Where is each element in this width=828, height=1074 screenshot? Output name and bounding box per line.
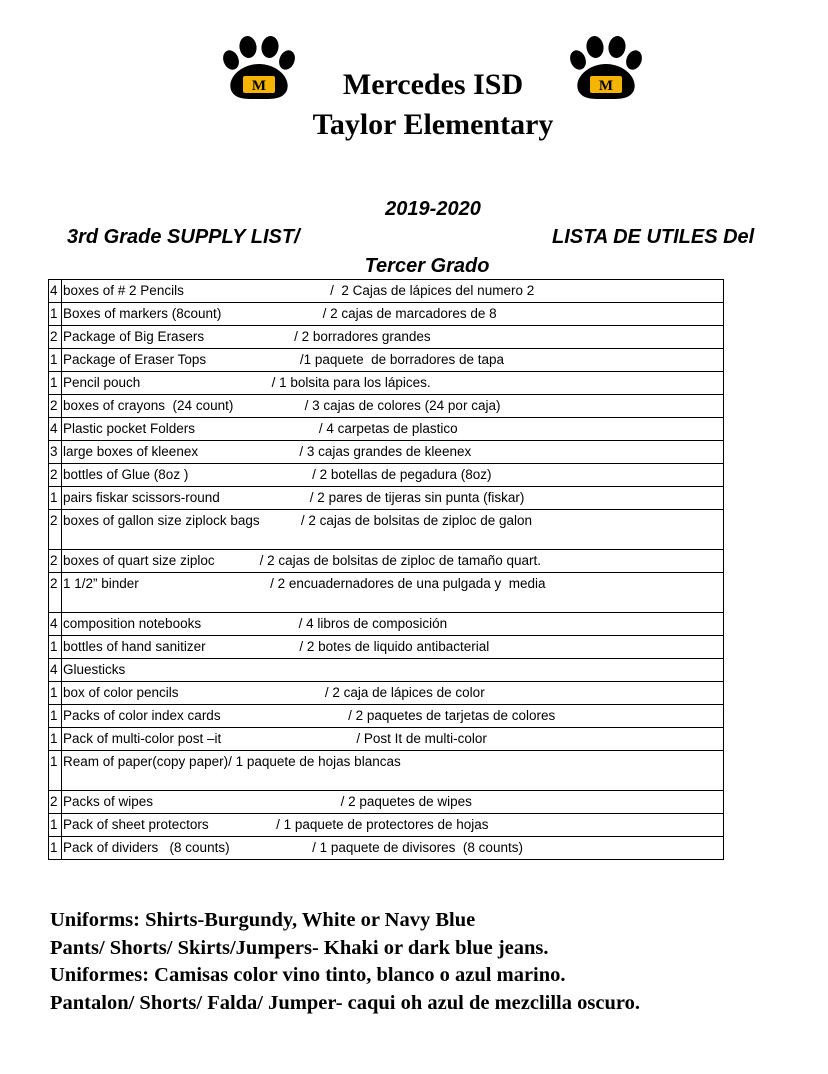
- table-row: [49, 791, 724, 814]
- table-row: [49, 326, 724, 349]
- table-row: [49, 372, 724, 395]
- table-row: [49, 441, 724, 464]
- logo-letter: M: [251, 78, 267, 94]
- table-row: [49, 280, 724, 303]
- uniform-policy: [50, 907, 640, 1017]
- item-description: Gluesticks: [62, 659, 724, 682]
- table-row: [49, 550, 724, 573]
- table-row: [49, 464, 724, 487]
- table-row: [49, 613, 724, 636]
- item-description: boxes of quart size ziploc / 2 cajas de bolsitas de ziploc de tamaño quart.: [62, 550, 724, 573]
- item-quantity: 1: [49, 682, 62, 705]
- item-description: Packs of wipes / 2 paquetes de wipes: [62, 791, 724, 814]
- table-row: [49, 837, 724, 860]
- item-quantity: 2: [49, 395, 62, 418]
- item-description: Boxes of markers (8count) / 2 cajas de marcadores de 8: [62, 303, 724, 326]
- uniform-line: Uniforms: Shirts-Burgundy, White or Navy Blue: [50, 909, 476, 931]
- table-row: [49, 418, 724, 441]
- item-quantity: 1: [49, 636, 62, 659]
- item-description: Package of Big Erasers / 2 borradores grandes: [62, 326, 724, 349]
- item-quantity: 1: [49, 837, 62, 860]
- supply-list-heading-spanish-cont: Tercer Grado: [364, 255, 490, 277]
- table-row: [49, 303, 724, 326]
- table-row: [49, 682, 724, 705]
- supply-list-heading-spanish: LISTA DE UTILES Del: [552, 226, 755, 248]
- item-description: Ream of paper(copy paper)/ 1 paquete de hojas blancas: [62, 751, 724, 791]
- supply-list-heading-english: 3rd Grade SUPPLY LIST/: [67, 226, 300, 248]
- uniform-line: Pantalon/ Shorts/ Falda/ Jumper- caqui oh azul de mezclilla oscuro.: [50, 991, 640, 1014]
- item-quantity: 2: [49, 326, 62, 349]
- table-row: [49, 510, 724, 550]
- table-row: [49, 349, 724, 372]
- item-quantity: 1: [49, 372, 62, 395]
- item-description: bottles of hand sanitizer / 2 botes de liquido antibacterial: [62, 636, 724, 659]
- item-description: Pencil pouch / 1 bolsita para los lápices.: [62, 372, 724, 395]
- item-quantity: 1: [49, 751, 62, 791]
- item-quantity: 4: [49, 613, 62, 636]
- logo-letter: M: [598, 78, 614, 94]
- item-quantity: 1: [49, 349, 62, 372]
- item-description: boxes of crayons (24 count) / 3 cajas de colores (24 por caja): [62, 395, 724, 418]
- supply-list-table: [48, 279, 724, 860]
- item-description: pairs fiskar scissors-round / 2 pares de tijeras sin punta (fiskar): [62, 487, 724, 510]
- table-row: [49, 659, 724, 682]
- item-quantity: 4: [49, 418, 62, 441]
- table-row: [49, 705, 724, 728]
- item-description: Package of Eraser Tops /1 paquete de borradores de tapa: [62, 349, 724, 372]
- item-quantity: 1: [49, 705, 62, 728]
- item-quantity: 4: [49, 659, 62, 682]
- item-quantity: 2: [49, 573, 62, 613]
- item-description: Packs of color index cards / 2 paquetes de tarjetas de colores: [62, 705, 724, 728]
- item-description: Pack of sheet protectors / 1 paquete de protectores de hojas: [62, 814, 724, 837]
- uniform-line: Uniformes: Camisas color vino tinto, blanco o azul marino.: [50, 964, 566, 986]
- school-title: Taylor Elementary: [312, 108, 554, 141]
- table-row: [49, 636, 724, 659]
- district-title: Mercedes ISD: [342, 68, 524, 101]
- table-row: [49, 573, 724, 613]
- item-description: Pack of dividers (8 counts) / 1 paquete de divisores (8 counts): [62, 837, 724, 860]
- item-quantity: 1: [49, 814, 62, 837]
- item-description: Plastic pocket Folders / 4 carpetas de plastico: [62, 418, 724, 441]
- table-row: [49, 728, 724, 751]
- item-description: Pack of multi-color post –it / Post It de multi-color: [62, 728, 724, 751]
- item-quantity: 1: [49, 728, 62, 751]
- item-description: boxes of gallon size ziplock bags / 2 cajas de bolsitas de ziploc de galon: [62, 510, 724, 550]
- item-quantity: 2: [49, 550, 62, 573]
- table-row: [49, 814, 724, 837]
- item-description: 1 1/2” binder / 2 encuadernadores de una pulgada y media: [62, 573, 724, 613]
- item-quantity: 2: [49, 464, 62, 487]
- item-description: composition notebooks / 4 libros de composición: [62, 613, 724, 636]
- item-description: bottles of Glue (8oz ) / 2 botellas de pegadura (8oz): [62, 464, 724, 487]
- table-row: [49, 487, 724, 510]
- item-description: large boxes of kleenex / 3 cajas grandes de kleenex: [62, 441, 724, 464]
- item-quantity: 2: [49, 791, 62, 814]
- item-quantity: 4: [49, 280, 62, 303]
- table-row: [49, 751, 724, 791]
- table-row: [49, 395, 724, 418]
- item-quantity: 2: [49, 510, 62, 550]
- item-description: boxes of # 2 Pencils / 2 Cajas de lápices del numero 2: [62, 280, 724, 303]
- item-quantity: 3: [49, 441, 62, 464]
- uniform-line: Pants/ Shorts/ Skirts/Jumpers- Khaki or dark blue jeans.: [50, 936, 549, 959]
- item-quantity: 1: [49, 487, 62, 510]
- school-year: 2019-2020: [385, 198, 481, 220]
- item-quantity: 1: [49, 303, 62, 326]
- item-description: box of color pencils / 2 caja de lápices de color: [62, 682, 724, 705]
